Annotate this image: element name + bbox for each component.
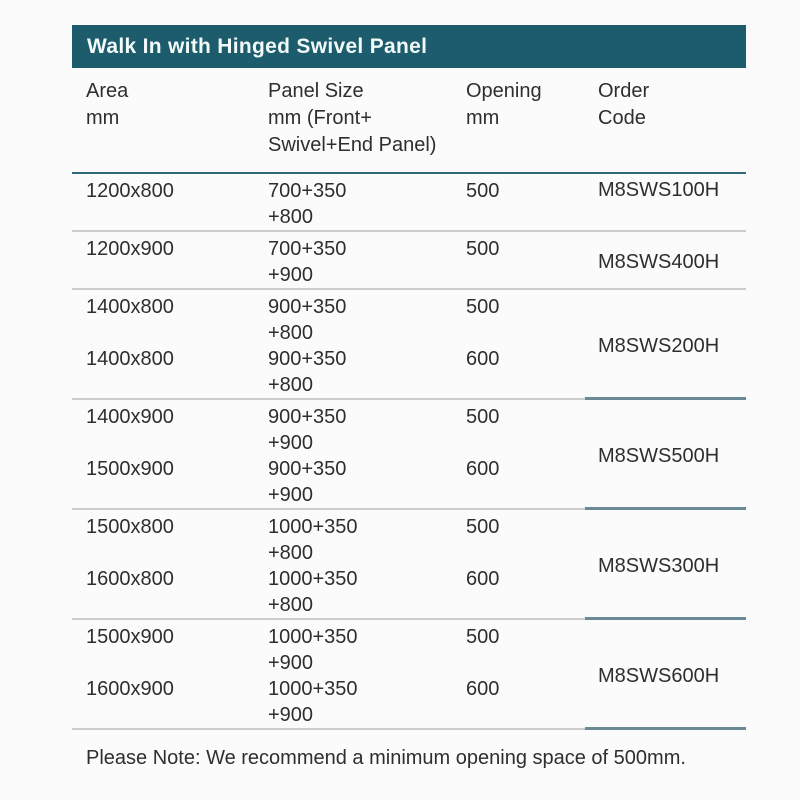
column-header-line: mm: [466, 107, 500, 129]
order-code-value: M8SWS300H: [598, 554, 720, 577]
column-header-line: mm (Front+: [268, 107, 372, 129]
spec-group: [72, 174, 746, 232]
order-code-value: M8SWS200H: [598, 334, 720, 357]
opening-value: 600: [466, 348, 500, 370]
spec-sheet: [72, 25, 746, 770]
order-code-value: M8SWS500H: [598, 444, 720, 467]
opening-value: 500: [466, 406, 500, 428]
panel-size-line: 1000+350: [268, 568, 358, 590]
panel-size-line: 700+350: [268, 180, 347, 202]
area-value: 1400x800: [86, 348, 174, 370]
area-value: 1600x800: [86, 568, 174, 590]
area-value: 1600x900: [86, 678, 174, 700]
area-value: 1400x900: [86, 406, 174, 428]
panel-size-line: 1000+350: [268, 626, 358, 648]
opening-value: 500: [466, 180, 500, 202]
column-header-panel-size: [265, 78, 455, 159]
column-header-line: Area: [86, 80, 129, 102]
area-value: 1500x800: [86, 516, 174, 538]
panel-size-value: [265, 566, 455, 618]
panel-size-line: +900: [268, 484, 314, 506]
panel-size-line: +800: [268, 206, 314, 228]
opening-value: 600: [466, 458, 500, 480]
panel-size-value: [265, 236, 455, 288]
opening-value: 500: [466, 516, 500, 538]
area-value: 1200x900: [86, 238, 174, 260]
panel-size-value: [265, 514, 455, 566]
spec-group: [72, 400, 746, 510]
panel-size-value: [265, 624, 455, 676]
spec-group: [72, 510, 746, 620]
panel-size-line: 900+350: [268, 406, 347, 428]
panel-size-value: [265, 178, 455, 230]
panel-size-value: [265, 404, 455, 456]
column-header-order-code: [585, 78, 746, 159]
table-body: [72, 174, 746, 730]
column-header-opening: [455, 78, 585, 159]
panel-size-value: [265, 294, 455, 346]
panel-size-line: 700+350: [268, 238, 347, 260]
table-title-bar: [72, 25, 746, 68]
panel-size-line: 900+350: [268, 458, 347, 480]
panel-size-line: +900: [268, 652, 314, 674]
panel-size-line: +900: [268, 704, 314, 726]
panel-size-value: [265, 676, 455, 728]
area-value: 1500x900: [86, 626, 174, 648]
spec-group: [72, 232, 746, 290]
panel-size-line: +800: [268, 374, 314, 396]
column-header-line: Code: [598, 107, 646, 129]
panel-size-line: +800: [268, 322, 314, 344]
spec-group: [72, 620, 746, 730]
opening-value: 600: [466, 678, 500, 700]
order-code-value: M8SWS100H: [598, 179, 720, 201]
opening-value: 500: [466, 238, 500, 260]
panel-size-line: +900: [268, 432, 314, 454]
panel-size-line: +800: [268, 594, 314, 616]
column-header-area: [72, 78, 265, 159]
area-value: 1400x800: [86, 296, 174, 318]
opening-value: 600: [466, 568, 500, 590]
area-value: 1500x900: [86, 458, 174, 480]
panel-size-line: 900+350: [268, 348, 347, 370]
header-row: [72, 68, 746, 174]
order-code-value: M8SWS400H: [598, 250, 720, 273]
footnote: Please Note: We recommend a minimum opening space of 500mm.: [86, 747, 686, 769]
column-header-line: Order: [598, 80, 650, 102]
panel-size-value: [265, 346, 455, 398]
panel-size-line: 1000+350: [268, 516, 358, 538]
opening-value: 500: [466, 296, 500, 318]
column-header-line: mm: [86, 107, 120, 129]
panel-size-line: 1000+350: [268, 678, 358, 700]
panel-size-line: +800: [268, 542, 314, 564]
panel-size-value: [265, 456, 455, 508]
spec-group: [72, 290, 746, 400]
column-header-line: Opening: [466, 80, 542, 102]
column-header-line: Swivel+End Panel): [268, 134, 437, 156]
panel-size-line: +900: [268, 264, 314, 286]
order-code-value: M8SWS600H: [598, 664, 720, 687]
opening-value: 500: [466, 626, 500, 648]
column-header-line: Panel Size: [268, 80, 364, 102]
panel-size-line: 900+350: [268, 296, 347, 318]
table-title: Walk In with Hinged Swivel Panel: [87, 34, 428, 58]
area-value: 1200x800: [86, 180, 174, 202]
